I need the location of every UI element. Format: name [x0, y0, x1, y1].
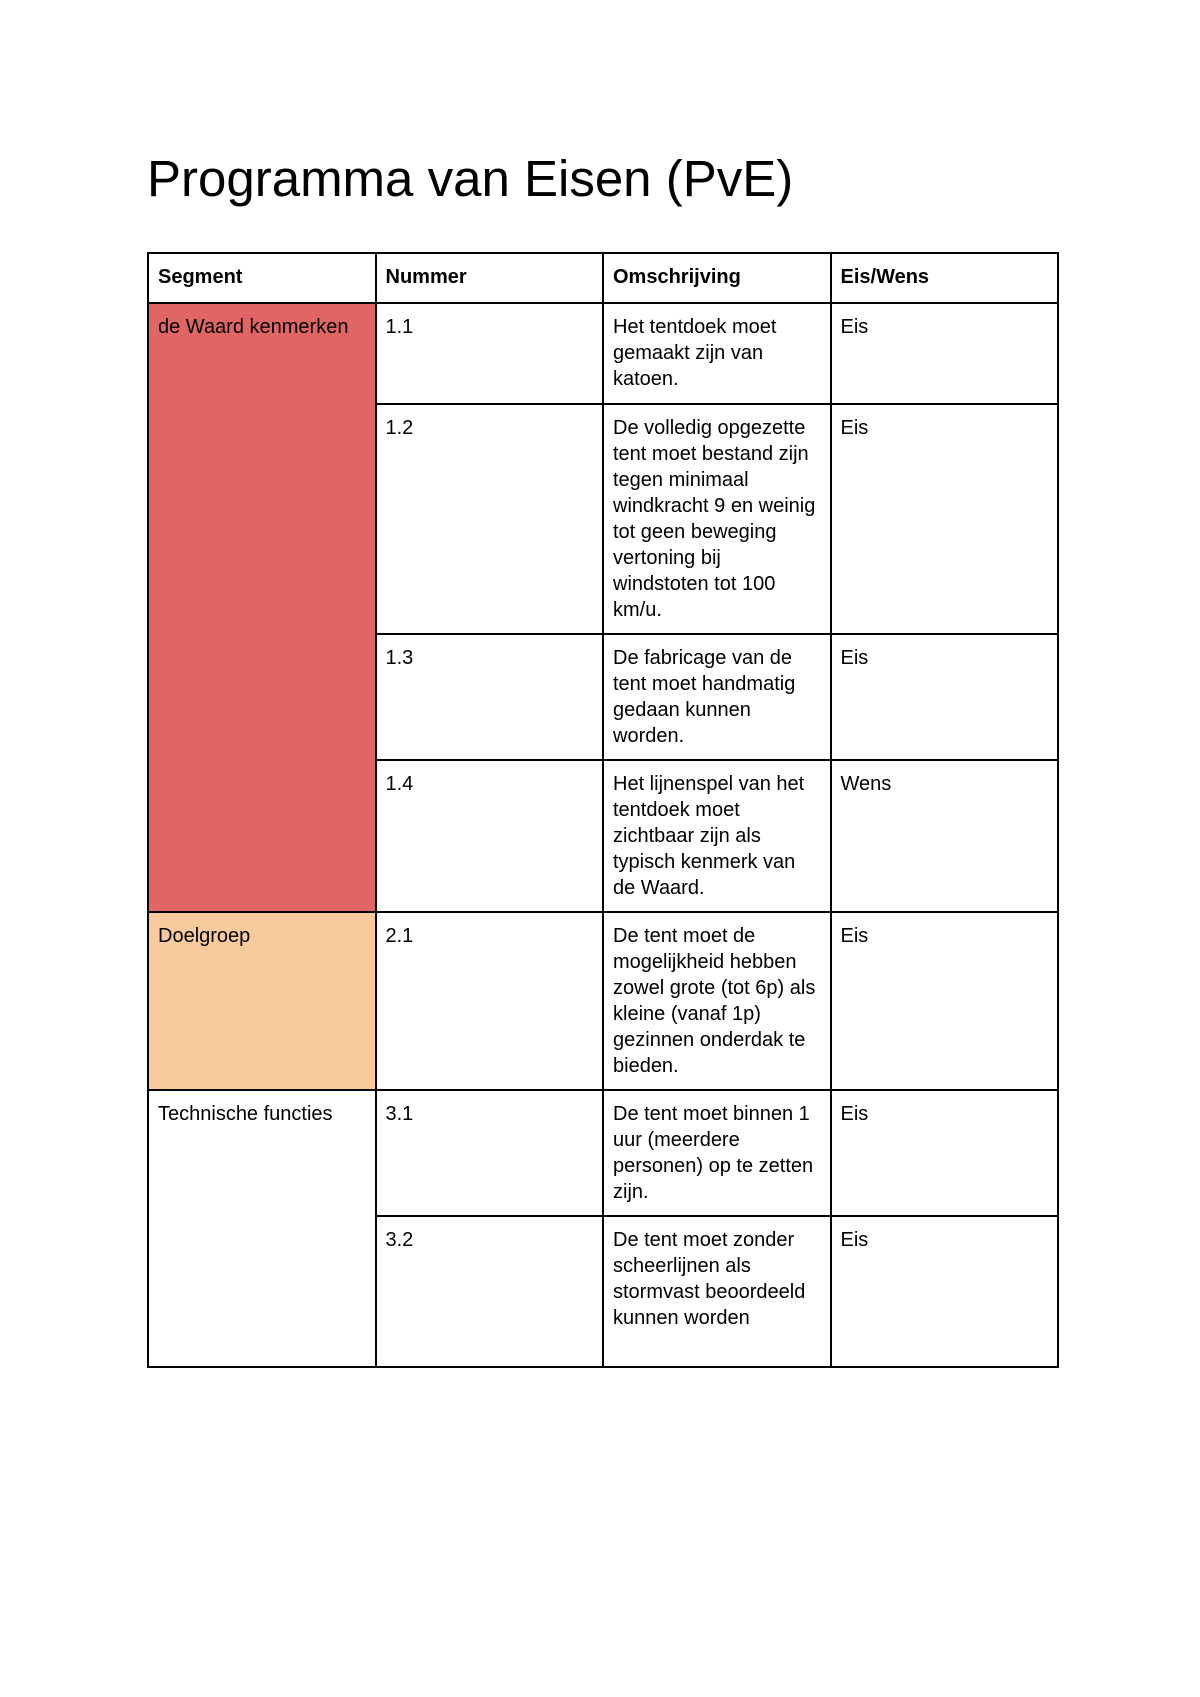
eis-wens-cell: Eis [831, 912, 1059, 1090]
eis-wens-cell: Eis [831, 303, 1059, 404]
header-eis-wens: Eis/Wens [831, 253, 1059, 303]
omschrijving-cell: De tent moet zonder scheerlijnen als stormvast beoordeeld kunnen worden [603, 1216, 831, 1367]
eis-wens-cell: Eis [831, 404, 1059, 634]
segment-cell-doelgroep: Doelgroep [148, 912, 376, 1090]
table-row [148, 912, 1058, 1090]
table-row [148, 1090, 1058, 1216]
requirements-table [147, 252, 1059, 1368]
header-omschrijving: Omschrijving [603, 253, 831, 303]
nummer-cell: 3.1 [376, 1090, 604, 1216]
omschrijving-cell: De tent moet de mogelijkheid hebben zowel grote (tot 6p) als kleine (vanaf 1p) gezinnen onderdak te bieden. [603, 912, 831, 1090]
header-segment: Segment [148, 253, 376, 303]
eis-wens-cell: Eis [831, 1090, 1059, 1216]
omschrijving-cell: Het tentdoek moet gemaakt zijn van katoen. [603, 303, 831, 404]
omschrijving-cell: De volledig opgezette tent moet bestand zijn tegen minimaal windkracht 9 en weinig tot geen beweging vertoning bij windstoten tot 100 km/u. [603, 404, 831, 634]
segment-cell-de-waard-kenmerken: de Waard kenmerken [148, 303, 376, 912]
nummer-cell: 1.4 [376, 760, 604, 912]
nummer-cell: 3.2 [376, 1216, 604, 1367]
eis-wens-cell: Eis [831, 1216, 1059, 1367]
omschrijving-cell: De fabricage van de tent moet handmatig gedaan kunnen worden. [603, 634, 831, 760]
nummer-cell: 1.2 [376, 404, 604, 634]
table-header-row [148, 253, 1058, 303]
segment-cell-technische-functies: Technische functies [148, 1090, 376, 1367]
nummer-cell: 2.1 [376, 912, 604, 1090]
nummer-cell: 1.3 [376, 634, 604, 760]
omschrijving-cell: De tent moet binnen 1 uur (meerdere personen) op te zetten zijn. [603, 1090, 831, 1216]
nummer-cell: 1.1 [376, 303, 604, 404]
omschrijving-cell: Het lijnenspel van het tentdoek moet zichtbaar zijn als typisch kenmerk van de Waard. [603, 760, 831, 912]
header-nummer: Nummer [376, 253, 604, 303]
page-title: Programma van Eisen (PvE) [147, 150, 794, 207]
table-row [148, 303, 1058, 404]
eis-wens-cell: Eis [831, 634, 1059, 760]
eis-wens-cell: Wens [831, 760, 1059, 912]
